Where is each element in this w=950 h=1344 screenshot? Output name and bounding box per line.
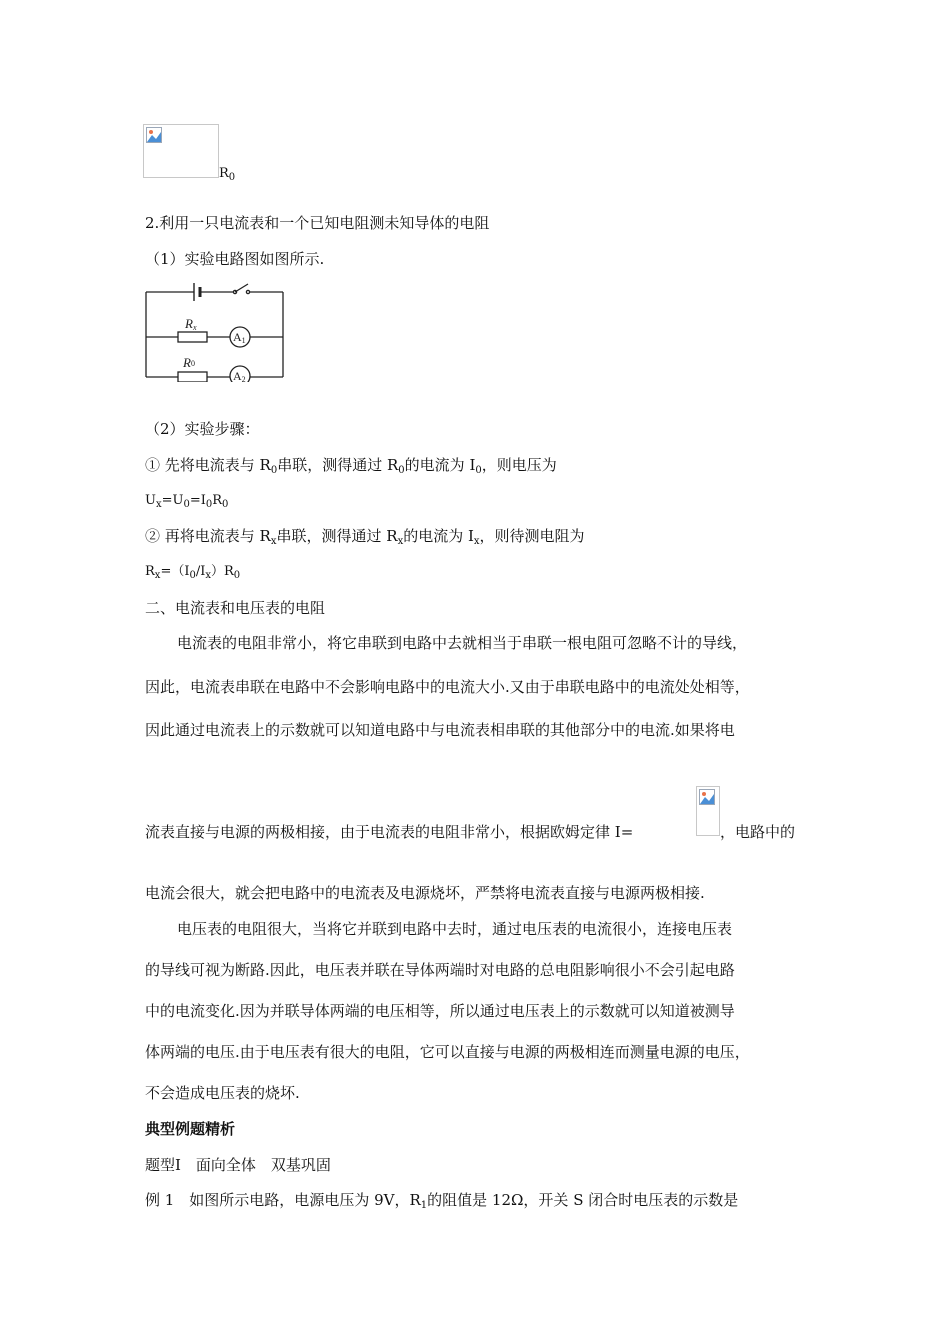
resistor-rx-label: Rx [185,316,197,332]
resistor-r0-label: R0 [183,355,195,370]
resistor-rx [178,332,207,342]
formula-rx: $R_x=(I_0/I_x)R_0$ [145,564,241,581]
paragraph-line: 电流会很大，就会把电路中的电流表及电源烧坏，严禁将电流表直接与电源两极相接. [145,884,705,902]
paragraph-line: 因此通过电流表上的示数就可以知道电路中与电流表相串联的其他部分中的电流.如果将电 [145,721,735,739]
paragraph-line: 的导线可视为断路.因此，电压表并联在导体两端时对电路的总电阻影响很小不会引起电路 [145,961,735,979]
paragraph-line: 流表直接与电源的两极相接，由于电流表的电阻非常小，根据欧姆定律 I= [145,823,634,841]
example-1-line: 例 1 如图所示电路，电源电压为 9V，$R_1$的阻值是 12Ω，开关 S 闭合时电压表的示数是 [145,1191,739,1211]
paragraph-line: 电流表的电阻非常小，将它串联到电路中去就相当于串联一根电阻可忽略不计的导线， [177,634,748,652]
paragraph-line: 体两端的电压.由于电压表有很大的电阻，它可以直接与电源的两极相连而测量电源的电压， [145,1043,750,1061]
ammeter-a1-label: A1 [233,330,246,345]
section-heading-2: 二、电流表和电压表的电阻 [145,599,326,617]
broken-image-icon [146,127,162,143]
paragraph-line: 中的电流变化.因为并联导体两端的电压相等，所以通过电压表上的示数就可以知道被测导 [145,1002,735,1020]
image-placeholder [143,124,219,178]
step-line-c: ② 再将电流表与 $R_x$串联，测得通过 $R_x$的电流为 $I_x$，则待测电阻为 [145,527,585,547]
step-2-text: （2）实验步骤： [145,420,260,438]
formula-ux: $U_x=U_0=I_0R_0$ [145,493,229,510]
question-type-line: 题型Ⅰ 面向全体 双基巩固 [145,1156,331,1174]
paragraph-line: 不会造成电压表的烧坏. [145,1084,300,1102]
image-caption: $R_0$ [219,166,236,183]
paragraph-line: 因此，电流表串联在电路中不会影响电路中的电流大小.又由于串联电路中的电流处处相等， [145,678,750,696]
formula-image-placeholder [696,786,720,836]
circuit-diagram [140,280,290,382]
ammeter-a2-label: A2 [233,369,246,382]
switch-symbol [233,284,249,294]
examples-heading: 典型例题精析 [145,1120,236,1138]
paragraph-line: 电压表的电阻很大，当将它并联到电路中去时，通过电压表的电流很小，连接电压表 [177,920,733,938]
step-1-text: （1）实验电路图如图所示. [145,250,325,268]
paragraph-line: ，电路中的 [720,823,796,841]
broken-image-icon [699,789,715,805]
section-heading: 2.利用一只电流表和一个已知电阻测未知导体的电阻 [145,214,490,232]
battery-symbol [194,283,200,301]
step-line-a: ① 先将电流表与 $R_0$串联，测得通过 $R_0$的电流为 $I_0$，则电压为 [145,456,557,476]
resistor-r0 [178,372,207,382]
